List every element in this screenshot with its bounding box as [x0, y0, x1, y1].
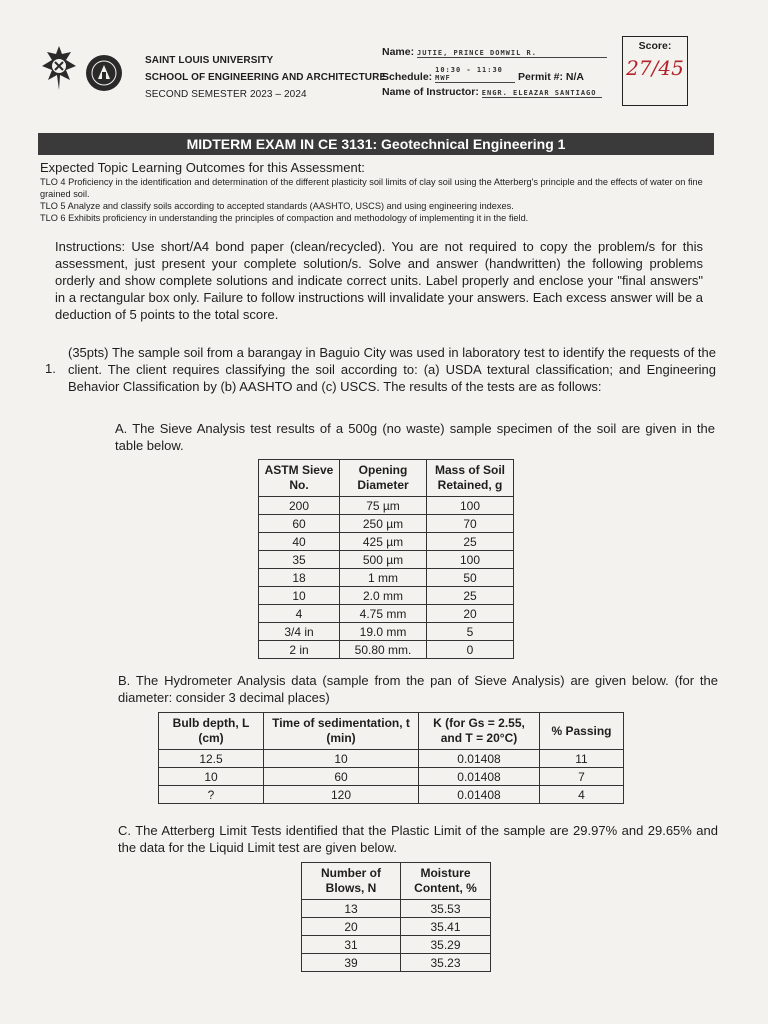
score-box [622, 36, 688, 106]
cell: 50.80 mm. [340, 641, 427, 659]
cell: 4 [540, 786, 624, 804]
cell: 500 µm [340, 551, 427, 569]
cell: 4 [259, 605, 340, 623]
cell: 35.29 [401, 936, 491, 954]
hydro-header-depth: Bulb depth, L (cm) [159, 713, 264, 750]
instructions: Instructions: Use short/A4 bond paper (clean/recycled). You are not required to copy the problem/s for this assessment, just present your complete solution/s. Solve and answer (handwritten) the following problems orderly and show complete solutions and indicate correct units. Label properly and enclose your "final answers" in a rectangular box only. Failure to follow instructions will invalidate your answers. Each excess answer will be a deduction of 5 points to the total score. [55, 239, 703, 322]
cell: 10 [264, 750, 419, 768]
table-row [159, 750, 624, 768]
cell: 35.53 [401, 900, 491, 918]
semester: SECOND SEMESTER 2023 – 2024 [145, 89, 307, 100]
school-name: SCHOOL OF ENGINEERING AND ARCHITECTURE [145, 72, 387, 83]
cell: 40 [259, 533, 340, 551]
cell: 0.01408 [419, 786, 540, 804]
table-row [159, 768, 624, 786]
table-row [302, 954, 491, 972]
cell: 18 [259, 569, 340, 587]
cell: 10 [259, 587, 340, 605]
school-seal-logo [86, 55, 122, 91]
part-b-text: B. The Hydrometer Analysis data (sample from the pan of Sieve Analysis) are given below. (for the diameter: consider 3 decimal places) [118, 673, 718, 705]
ll-header-moisture: Moisture Content, % [401, 863, 491, 900]
schedule-label: Schedule: [382, 71, 433, 83]
cell: 0.01408 [419, 750, 540, 768]
outcome-item: TLO 6 Exhibits proficiency in understanding the principles of compaction and methodology of implementing it in the field. [40, 213, 529, 223]
cell: ? [159, 786, 264, 804]
cell: 2.0 mm [340, 587, 427, 605]
university-seal-logo [38, 44, 80, 92]
table-row [259, 641, 514, 659]
cell: 20 [302, 918, 401, 936]
outcomes-heading: Expected Topic Learning Outcomes for this Assessment: [40, 160, 365, 175]
table-row [302, 918, 491, 936]
cell: 100 [427, 497, 514, 515]
table-row [259, 605, 514, 623]
table-row [259, 497, 514, 515]
name-value: JUTIE, PRINCE DOMWIL R. [417, 49, 607, 58]
problem-number: 1. [45, 361, 56, 376]
sieve-analysis-table [258, 459, 514, 659]
permit-label: Permit #: N/A [518, 71, 584, 83]
cell: 200 [259, 497, 340, 515]
schedule-row [382, 66, 584, 83]
score-label: Score: [638, 40, 672, 52]
cell: 35 [259, 551, 340, 569]
sieve-header-no: ASTM Sieve No. [259, 460, 340, 497]
cell: 2 in [259, 641, 340, 659]
cell: 39 [302, 954, 401, 972]
table-row [302, 936, 491, 954]
score-value: 27/45 [626, 56, 684, 80]
problem-text: (35pts) The sample soil from a barangay in Baguio City was used in laboratory test to identify the requests of the client. The client requires classifying the soil according to: (a) USDA textural classification; and Engineering Behavior Classification by (b) AASHTO and (c) USCS. The results of the tests are as follows: [68, 345, 716, 394]
outcome-item: TLO 5 Analyze and classify soils according to accepted standards (AASHTO, USCS) and using engineering indexes. [40, 201, 514, 211]
cell: 7 [540, 768, 624, 786]
table-row [259, 515, 514, 533]
liquid-limit-table [301, 862, 491, 972]
cell: 120 [264, 786, 419, 804]
cell: 12.5 [159, 750, 264, 768]
cell: 60 [264, 768, 419, 786]
hydro-header-time: Time of sedimentation, t (min) [264, 713, 419, 750]
schedule-value: 10:30 - 11:30 MWF [435, 66, 515, 83]
instructor-row [382, 86, 602, 98]
sieve-header-mass: Mass of Soil Retained, g [427, 460, 514, 497]
cell: 10 [159, 768, 264, 786]
name-label: Name: [382, 46, 415, 58]
cell: 11 [540, 750, 624, 768]
cell: 5 [427, 623, 514, 641]
cell: 31 [302, 936, 401, 954]
part-c-text: C. The Atterberg Limit Tests identified that the Plastic Limit of the sample are 29.97% and 29.65% and the data for the Liquid Limit test are given below. [118, 823, 718, 855]
cell: 35.41 [401, 918, 491, 936]
ll-header-blows: Number of Blows, N [302, 863, 401, 900]
cell: 100 [427, 551, 514, 569]
table-row [259, 569, 514, 587]
cell: 20 [427, 605, 514, 623]
table-row [259, 533, 514, 551]
outcomes-section [40, 160, 715, 224]
outcome-item: TLO 4 Proficiency in the identification and determination of the different plasticity soil limits of clay soil using the Atterberg's principle and the effects of water on fine grained soil. [40, 177, 703, 199]
cell: 250 µm [340, 515, 427, 533]
cell: 0 [427, 641, 514, 659]
cell: 70 [427, 515, 514, 533]
sieve-header-diameter: Opening Diameter [340, 460, 427, 497]
name-row [382, 46, 607, 58]
cell: 25 [427, 587, 514, 605]
part-a-text: A. The Sieve Analysis test results of a 500g (no waste) sample specimen of the soil are given in the table below. [115, 421, 715, 453]
university-block [145, 52, 386, 103]
cell: 75 µm [340, 497, 427, 515]
table-row [259, 587, 514, 605]
table-row [259, 623, 514, 641]
cell: 13 [302, 900, 401, 918]
cell: 25 [427, 533, 514, 551]
cell: 4.75 mm [340, 605, 427, 623]
hydro-header-k: K (for Gs = 2.55, and T = 20°C) [419, 713, 540, 750]
university-name: SAINT LOUIS UNIVERSITY [145, 55, 274, 66]
instructor-value: ENGR. ELEAZAR SANTIAGO [482, 89, 602, 98]
exam-title: MIDTERM EXAM IN CE 3131: Geotechnical Engineering 1 [38, 133, 714, 155]
cell: 19.0 mm [340, 623, 427, 641]
cell: 425 µm [340, 533, 427, 551]
table-row [259, 551, 514, 569]
cell: 3/4 in [259, 623, 340, 641]
hydrometer-table [158, 712, 624, 804]
hydro-header-passing: % Passing [540, 713, 624, 750]
cell: 50 [427, 569, 514, 587]
cell: 1 mm [340, 569, 427, 587]
cell: 0.01408 [419, 768, 540, 786]
instructor-label: Name of Instructor: [382, 86, 479, 98]
cell: 35.23 [401, 954, 491, 972]
cell: 60 [259, 515, 340, 533]
table-row [159, 786, 624, 804]
table-row [302, 900, 491, 918]
